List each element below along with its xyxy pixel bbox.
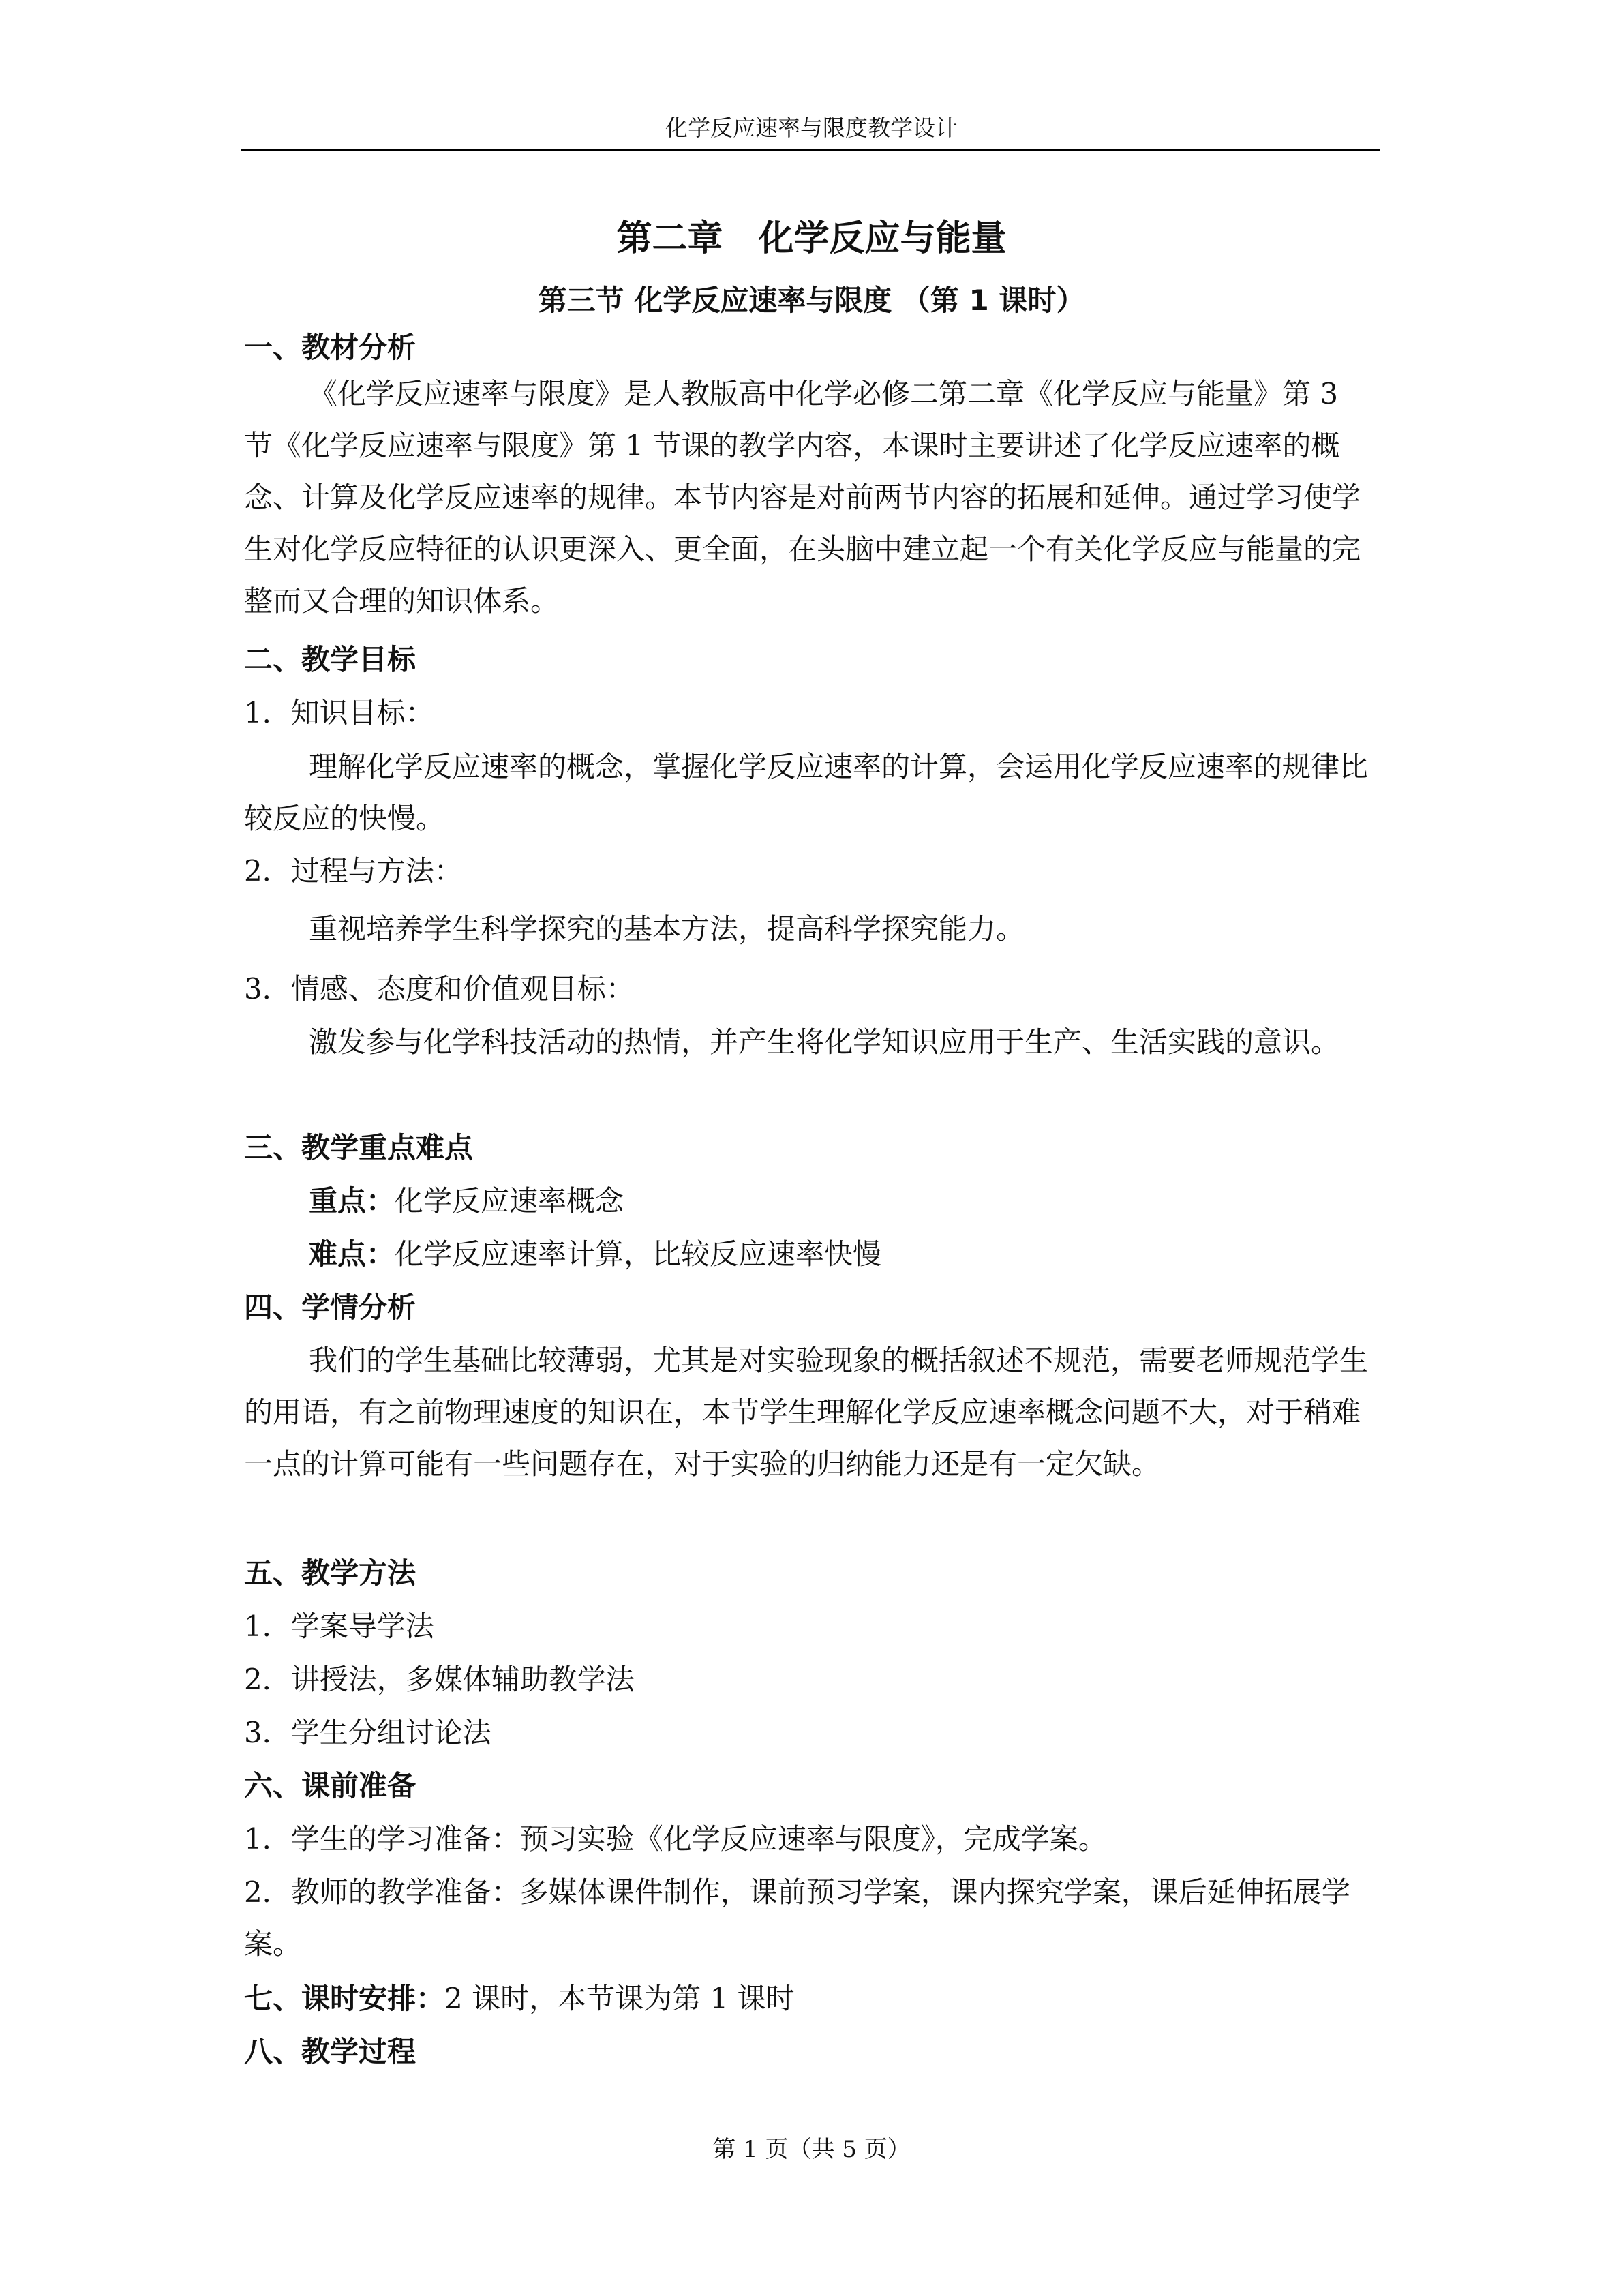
goal-process-label: 2．过程与方法：: [244, 854, 463, 888]
method-item: 2．讲授法，多媒体辅助教学法: [244, 1663, 635, 1696]
key-point-text: 化学反应速率概念: [395, 1184, 624, 1218]
heading-teaching-goals: 二、教学目标: [244, 643, 416, 676]
header-rule: [241, 149, 1380, 151]
schedule-line: [244, 1973, 1376, 2025]
preparation-item: 2．教师的教学准备：多媒体课件制作，课前预习学案，课内探究学案，课后延伸拓展学案。: [244, 1875, 1350, 1961]
goal-knowledge-text: 理解化学反应速率的概念，掌握化学反应速率的计算，会运用化学反应速率的规律比较反应的快慢。: [244, 750, 1369, 835]
difficult-point-text: 化学反应速率计算，比较反应速率快慢: [395, 1237, 882, 1271]
heading-key-difficult: 三、教学重点难点: [244, 1131, 474, 1164]
student-analysis-paragraph: 我们的学生基础比较薄弱，尤其是对实验现象的概括叙述不规范，需要老师规范学生的用语，有之前物理速度的知识在，本节学生理解化学反应速率概念问题不大，对于稍难一点的计算可能有一些问题存在，对于实验的归纳能力还是有一定欠缺。: [244, 1344, 1369, 1481]
goal-knowledge-label: 1．知识目标：: [244, 696, 434, 729]
key-point-label: 重点：: [309, 1184, 395, 1218]
running-header: 化学反应速率与限度教学设计: [665, 115, 958, 141]
goal-emotion-label: 3．情感、态度和价值观目标：: [244, 972, 635, 1006]
schedule-text: 2 课时，本节课为第 1 课时: [444, 1982, 795, 2015]
goal-process-text: 重视培养学生科学探究的基本方法，提高科学探究能力。: [309, 912, 1025, 946]
page-number: 第 1 页（共 5 页）: [712, 2136, 911, 2163]
key-point: [244, 1175, 1440, 1227]
difficult-point-label: 难点：: [309, 1237, 395, 1271]
method-item: 1．学案导学法: [244, 1610, 434, 1643]
heading-teaching-process: 八、教学过程: [244, 2035, 416, 2068]
method-item: 3．学生分组讨论法: [244, 1716, 491, 1749]
chapter-title: 第二章 化学反应与能量: [616, 218, 1007, 259]
goal-emotion-text: 激发参与化学科技活动的热情，并产生将化学知识应用于生产、生活实践的意识。: [309, 1025, 1340, 1059]
heading-student-analysis: 四、学情分析: [244, 1290, 416, 1324]
difficult-point: [244, 1228, 1440, 1280]
heading-textbook-analysis: 一、教材分析: [244, 331, 416, 364]
heading-teaching-methods: 五、教学方法: [244, 1556, 416, 1590]
heading-schedule: 七、课时安排：: [244, 1982, 445, 2015]
preparation-item: 1．学生的学习准备：预习实验《化学反应速率与限度》，完成学案。: [244, 1822, 1107, 1856]
textbook-analysis-paragraph: 《化学反应速率与限度》是人教版高中化学必修二第二章《化学反应与能量》第 3 节《化学反应速率与限度》第 1 节课的教学内容，本课时主要讲述了化学反应速率的概念、计算及化学反应速率的规律。本节内容是对前两节内容的拓展和延伸。通过学习使学生对化学反应特征的认识更深入、更全面，在头脑中建立起一个有关化学反应与能量的完整而又合理的知识体系。: [244, 377, 1361, 618]
heading-preparation: 六、课前准备: [244, 1769, 416, 1802]
section-title: 第三节 化学反应速率与限度 （第 1 课时）: [538, 284, 1085, 317]
